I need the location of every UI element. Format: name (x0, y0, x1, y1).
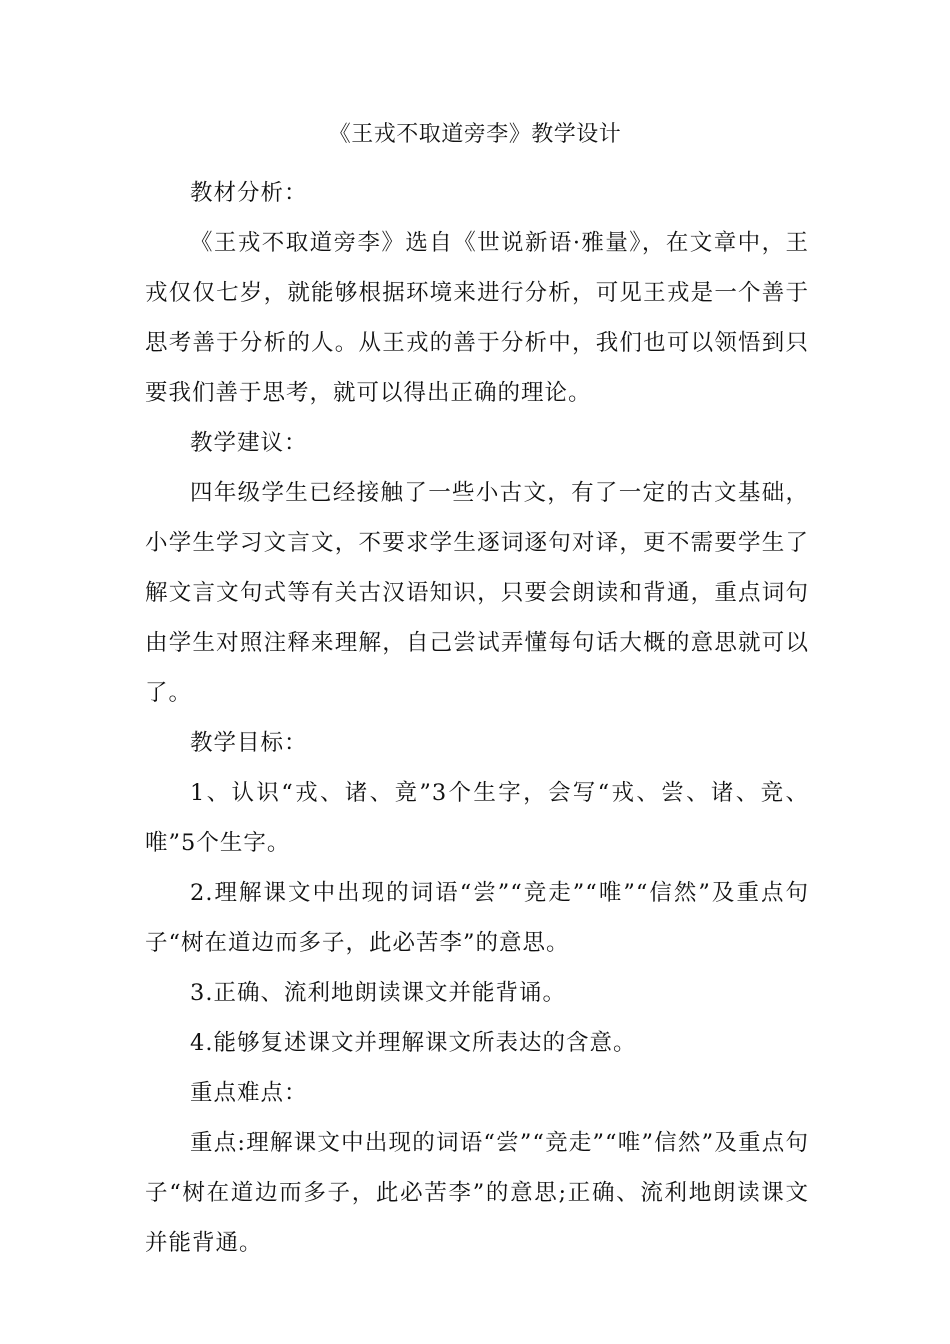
section-heading-teaching-suggestions: 教学建议： (190, 430, 308, 456)
section-heading-material-analysis: 教材分析： (190, 180, 308, 206)
document-body (145, 168, 809, 1268)
goal-item-4: 4.能够复述课文并理解课文所表达的含意。 (190, 1030, 637, 1056)
paragraph-key-points: 重点:理解课文中出现的词语“尝”“竞走”“唯”信然”及重点句子“树在道边而多子，此必苦李”的意思;正确、流利地朗读课文并能背通。 (145, 1130, 809, 1256)
document-title: 《王戎不取道旁李》教学设计 (328, 122, 622, 147)
goal-item-3: 3.正确、流利地朗读课文并能背诵。 (190, 980, 566, 1006)
goal-item-1: 1、认识“戎、诸、竟”3个生字，会写“戎、尝、诸、竞、唯”5个生字。 (145, 780, 809, 856)
section-heading-key-points: 重点难点： (190, 1080, 308, 1106)
goal-item-2: 2.理解课文中出现的词语“尝”“竞走”“唯”“信然”及重点句子“树在道边而多子，此必苦李”的意思。 (145, 880, 809, 956)
paragraph-teaching-suggestions: 四年级学生已经接触了一些小古文，有了一定的古文基础，小学生学习文言文，不要求学生逐词逐句对译，更不需要学生了解文言文句式等有关古汉语知识，只要会朗读和背通，重点词句由学生对照注释来理解，自己尝试弄懂每句话大概的意思就可以了。 (145, 480, 809, 706)
section-heading-teaching-goals: 教学目标： (190, 730, 308, 756)
paragraph-material-analysis: 《王戎不取道旁李》选自《世说新语·雅量》，在文章中，王戎仅仅七岁，就能够根据环境来进行分析，可见王戎是一个善于思考善于分析的人。从王戎的善于分析中，我们也可以领悟到只要我们善于思考，就可以得出正确的理论。 (145, 230, 809, 406)
